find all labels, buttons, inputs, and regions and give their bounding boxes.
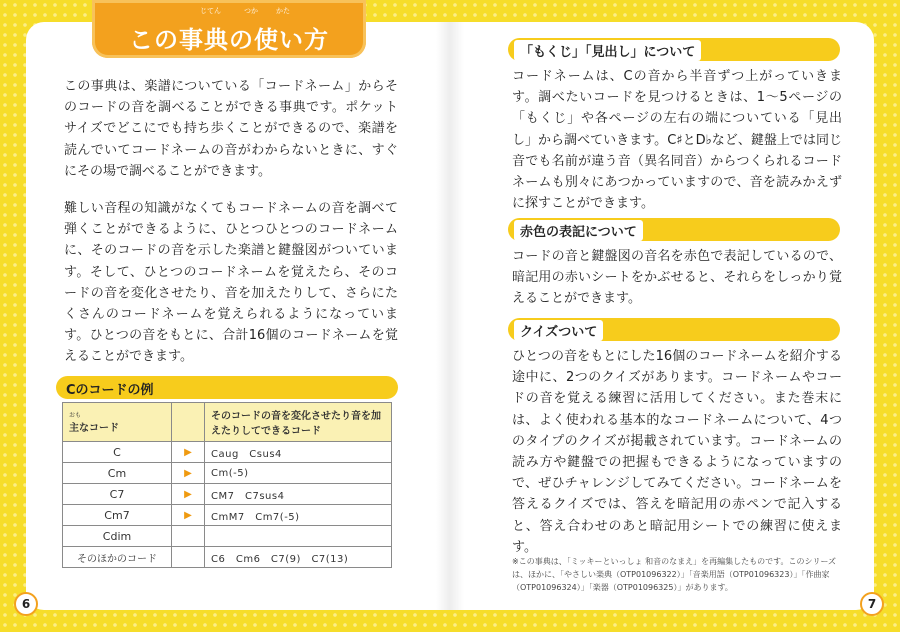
intro-paragraph-2: 難しい音程の知識がなくてもコードネームの音を調べて弾くことができるように、ひとつひとつのコードネームに、そのコードの音を示した楽譜と鍵盤図がついています。そして、ひとつのコードネームを覚えたら、そのコードの音を変化させたり、音を加えたりして、さらにたくさんのコードネームを覚えられるようになっています。ひとつの音をもとに、合計16個のコードネームを覚えることができます。 <box>64 201 398 365</box>
page-title: この事典の使い方 <box>129 26 329 54</box>
main-chord-cell: Cm <box>63 463 172 484</box>
main-chord-cell: C7 <box>63 484 172 505</box>
section-heading: クイズついて <box>514 320 603 341</box>
derived-chords-cell: Cm(-5) <box>205 463 392 484</box>
section-body: コードネームは、Cの音から半音ずつ上がっていきます。調べたいコードを見つけるときは、1～5ページの「もくじ」や各ページの左右の端についている「見出し」から調べていきます。C♯とD♭など、鍵盤上では同じ音でも名前が違う音（異名同音）からつくられるコードネームも別々にあつかっていますので、音を読みかえずに探すことができます。 <box>512 69 842 212</box>
table-row <box>63 505 392 526</box>
intro-paragraph-1: この事典は、楽譜についている「コードネーム」からそのコードの音を調べることができる事典です。ポケットサイズでどこにでも持ち歩くことができるので、楽譜を読んでいてコードネームの音がわからないときに、すぐにその場で調べることができます。 <box>64 79 398 179</box>
derived-chords-cell: C6 Cm6 C7(9) C7(13) <box>205 547 392 568</box>
derived-chords-cell: CmM7 Cm7(-5) <box>205 505 392 526</box>
header-derived-chords: そのコードの音を変化させたり音を加えたりしてできるコード <box>205 403 392 442</box>
header-arrow-column <box>172 403 205 442</box>
arrow-cell-empty <box>172 547 205 568</box>
book-gutter <box>436 22 464 610</box>
table-row <box>63 442 392 463</box>
section-heading-bar <box>508 218 840 241</box>
example-heading: Cのコードの例 <box>66 383 154 398</box>
section-heading: 赤色の表記について <box>514 220 643 241</box>
title-ruby-2: つか <box>244 7 258 15</box>
table-row <box>63 484 392 505</box>
main-chord-cell: Cm7 <box>63 505 172 526</box>
arrow-icon: ▶ <box>172 505 205 526</box>
footnote: ※この事典は、「ミッキーといっしょ 和音のなまえ」を再編集したものです。このシリーズは、ほかに、「やさしい楽典（OTP01096322）」「音楽用語（OTP01096323）」「作曲家（OTP01096324）」「楽器（OTP01096325）」があります。 <box>512 557 837 592</box>
table-row <box>63 463 392 484</box>
header-main-chords <box>63 403 172 442</box>
title-ruby-1: じてん <box>200 7 221 15</box>
derived-chords-cell <box>205 526 392 547</box>
main-chord-cell: C <box>63 442 172 463</box>
example-heading-bar <box>56 376 398 399</box>
arrow-cell-empty <box>172 526 205 547</box>
main-chord-cell: そのほかのコード <box>63 547 172 568</box>
arrow-icon: ▶ <box>172 442 205 463</box>
main-chord-cell: Cdim <box>63 526 172 547</box>
arrow-icon: ▶ <box>172 463 205 484</box>
header-main-ruby: おも <box>69 412 82 419</box>
table-header-row <box>63 403 392 442</box>
arrow-icon: ▶ <box>172 484 205 505</box>
header-main-label: 主なコード <box>69 423 119 434</box>
section-heading-bar <box>508 318 840 341</box>
chord-example-table <box>62 402 392 568</box>
section-heading-bar <box>508 38 840 61</box>
table-row <box>63 547 392 568</box>
title-ruby-3: かた <box>276 7 290 15</box>
title-banner <box>92 0 366 58</box>
table-row <box>63 526 392 547</box>
section-body: コードの音と鍵盤図の音名を赤色で表記しているので、暗記用の赤いシートをかぶせると、それらをしっかり覚えることができます。 <box>512 249 842 307</box>
page-number-left: 6 <box>14 592 38 616</box>
derived-chords-cell: Caug Csus4 <box>205 442 392 463</box>
page-number-right: 7 <box>860 592 884 616</box>
section-heading: 「もくじ」「見出し」について <box>514 40 701 61</box>
section-body: ひとつの音をもとにした16個のコードネームを紹介する途中に、2つのクイズがあります。コードネームやコードの音を覚える練習に活用してください。また巻末には、よく使われる基本的なコードネームについて、4つのタイプのクイズが掲載されています。コードネームの読み方や鍵盤での把握もできるようになっていますので、ぜひチャレンジしてみてください。コードネームを答えるクイズでは、答えを暗記用の赤ペンで記入すると、答え合わせのあと暗記用シートでの練習に使えます。 <box>512 349 842 555</box>
derived-chords-cell: CM7 C7sus4 <box>205 484 392 505</box>
